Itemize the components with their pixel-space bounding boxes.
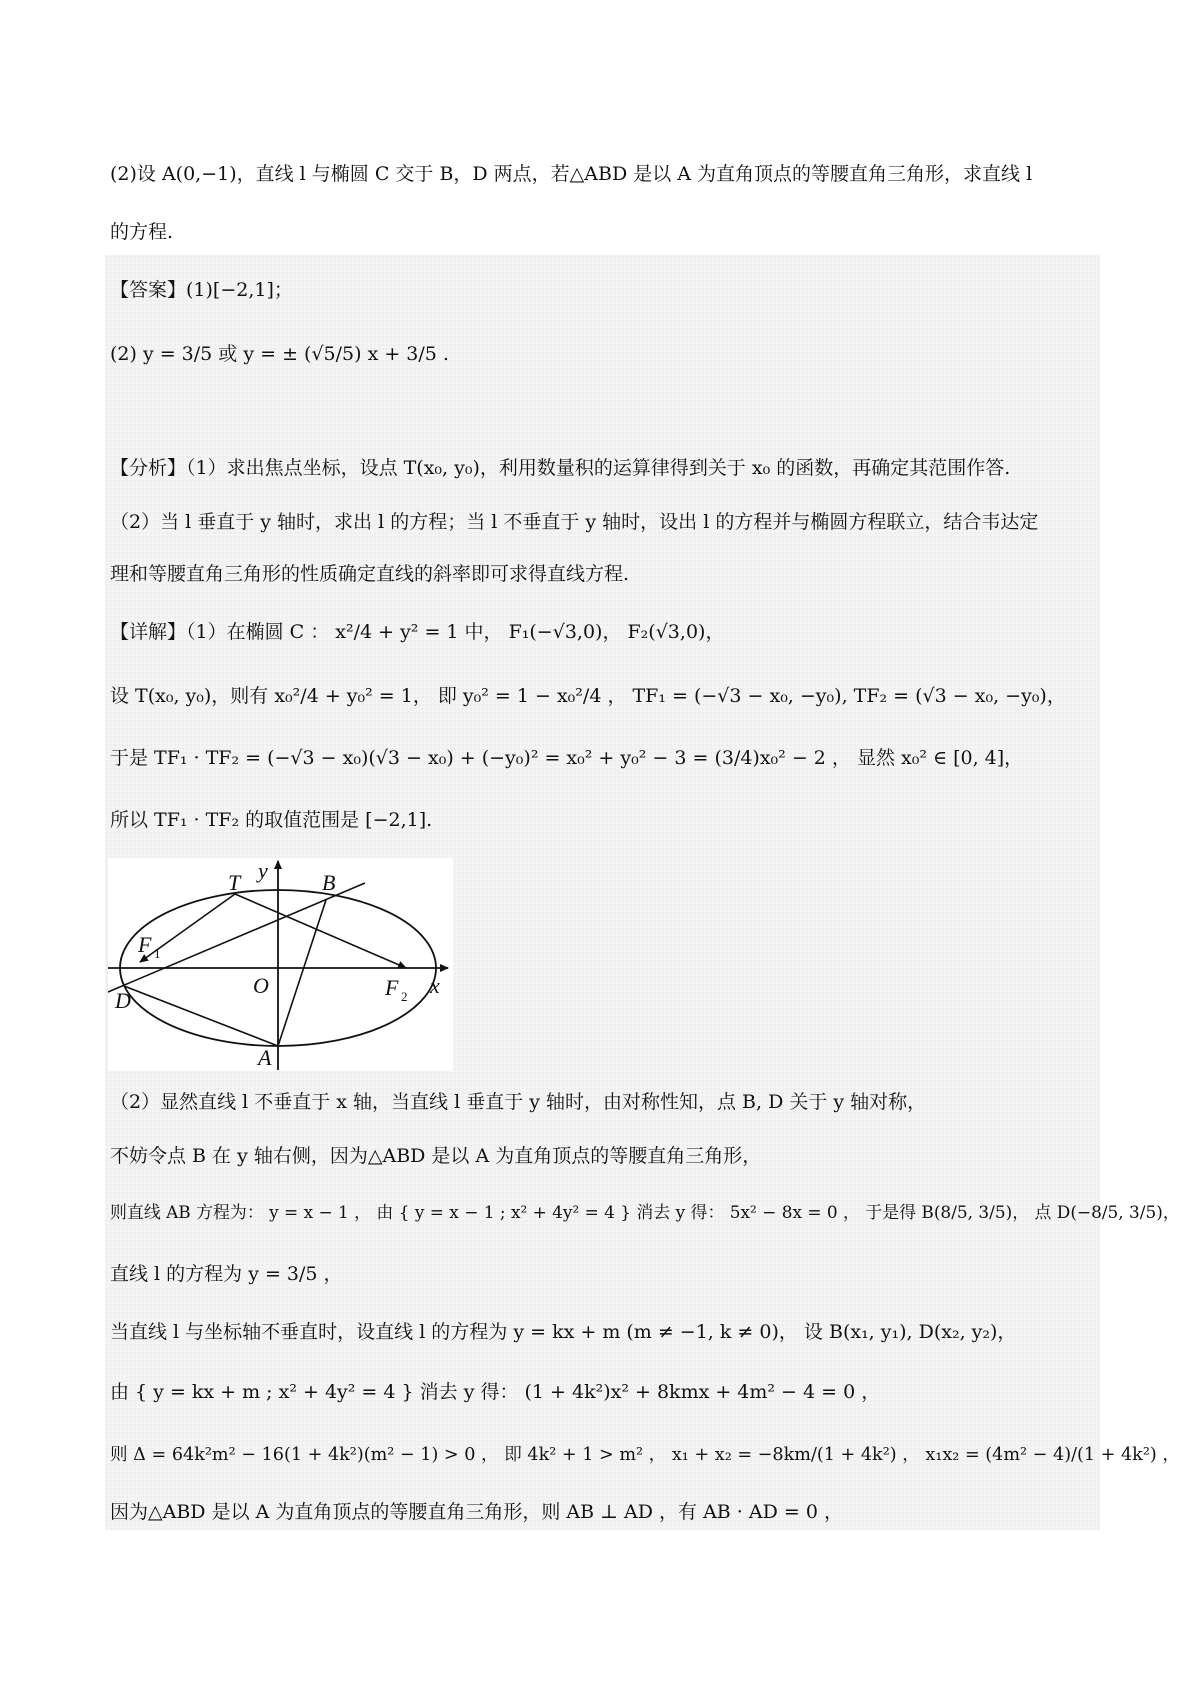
question-line-1: (2)设 A(0,−1)，直线 l 与椭圆 C 交于 B，D 两点，若△ABD 是以 A 为直角顶点的等腰直角三角形，求直线 l: [110, 163, 1033, 185]
label-B: B: [322, 870, 336, 895]
label-x: x: [430, 973, 440, 998]
label-O: O: [253, 973, 269, 998]
analysis-line-1: 【分析】（1）求出焦点坐标，设点 T(x₀, y₀)，利用数量积的运算律得到关于 x₀ 的函数，再确定其范围作答.: [110, 457, 1011, 479]
solution-line-12: 因为△ABD 是以 A 为直角顶点的等腰直角三角形，则 AB ⊥ AD ，有 AB · AD = 0 ，: [110, 1501, 843, 1523]
ellipse-diagram: [108, 858, 453, 1071]
solution-line-11: 则 Δ = 64k²m² − 16(1 + 4k²)(m² − 1) > 0 ， 即 4k² + 1 > m² ， x₁ + x₂ = −8km/(1 + 4k²) ， x₁x₂ = (4m² − 4)/(1 + 4k²) ，: [110, 1445, 1180, 1465]
solution-line-8: 直线 l 的方程为 y = 3/5 ，: [110, 1263, 343, 1285]
question-line-2: 的方程.: [110, 221, 174, 243]
answer-line-2: (2) y = 3/5 或 y = ± (√5/5) x + 3/5 .: [110, 343, 449, 365]
label-A: A: [258, 1045, 272, 1070]
solution-line-2: 设 T(x₀, y₀)，则有 x₀²/4 + y₀² = 1， 即 y₀² = 1 − x₀²/4 ， TF₁ = (−√3 − x₀, −y₀), TF₂ = (√3 − x₀, −y₀)，: [110, 685, 1066, 707]
solution-line-7: 则直线 AB 方程为： y = x − 1 ， 由 { y = x − 1 ; x² + 4y² = 4 } 消去 y 得： 5x² − 8x = 0 ， 于是得 B(8/5, 3/5)， 点 D(−8/5, 3/5)，: [110, 1202, 1180, 1222]
label-F2-sub: 2: [401, 989, 408, 1004]
analysis-line-3: 理和等腰直角三角形的性质确定直线的斜率即可求得直线方程.: [110, 563, 630, 585]
analysis-line-2: （2）当 l 垂直于 y 轴时，求出 l 的方程；当 l 不垂直于 y 轴时，设出 l 的方程并与椭圆方程联立，结合韦达定: [110, 511, 1039, 533]
segment-A-B: [278, 900, 326, 1046]
ellipse-figure: [108, 858, 453, 1071]
answer-line-1: 【答案】(1)[−2,1]；: [110, 279, 293, 301]
segment-T-F2: [235, 894, 406, 968]
label-F1-sub: 1: [154, 946, 161, 961]
label-F2: F: [385, 975, 399, 1000]
solution-line-1: 【详解】（1）在椭圆 C ： x²/4 + y² = 1 中， F₁(−√3,0)， F₂(√3,0)，: [110, 621, 725, 643]
solution-line-10: 由 { y = kx + m ; x² + 4y² = 4 } 消去 y 得： (1 + 4k²)x² + 8kmx + 4m² − 4 = 0 ，: [110, 1381, 881, 1403]
solution-line-5: （2）显然直线 l 不垂直于 x 轴，当直线 l 垂直于 y 轴时，由对称性知，点 B, D 关于 y 轴对称，: [110, 1091, 927, 1113]
solution-line-6: 不妨令点 B 在 y 轴右侧，因为△ABD 是以 A 为直角顶点的等腰直角三角形，: [110, 1145, 762, 1167]
label-D: D: [115, 988, 131, 1013]
solution-line-3: 于是 TF₁ · TF₂ = (−√3 − x₀)(√3 − x₀) + (−y₀)² = x₀² + y₀² − 3 = (3/4)x₀² − 2 ， 显然 x₀² ∈ [0, 4]，: [110, 747, 1024, 769]
label-y: y: [258, 858, 268, 883]
label-F1: F: [138, 932, 152, 957]
solution-line-4: 所以 TF₁ · TF₂ 的取值范围是 [−2,1].: [110, 809, 433, 831]
solution-line-9: 当直线 l 与坐标轴不垂直时，设直线 l 的方程为 y = kx + m (m ≠ −1, k ≠ 0)， 设 B(x₁, y₁), D(x₂, y₂)，: [110, 1321, 1017, 1343]
label-T: T: [228, 870, 241, 895]
